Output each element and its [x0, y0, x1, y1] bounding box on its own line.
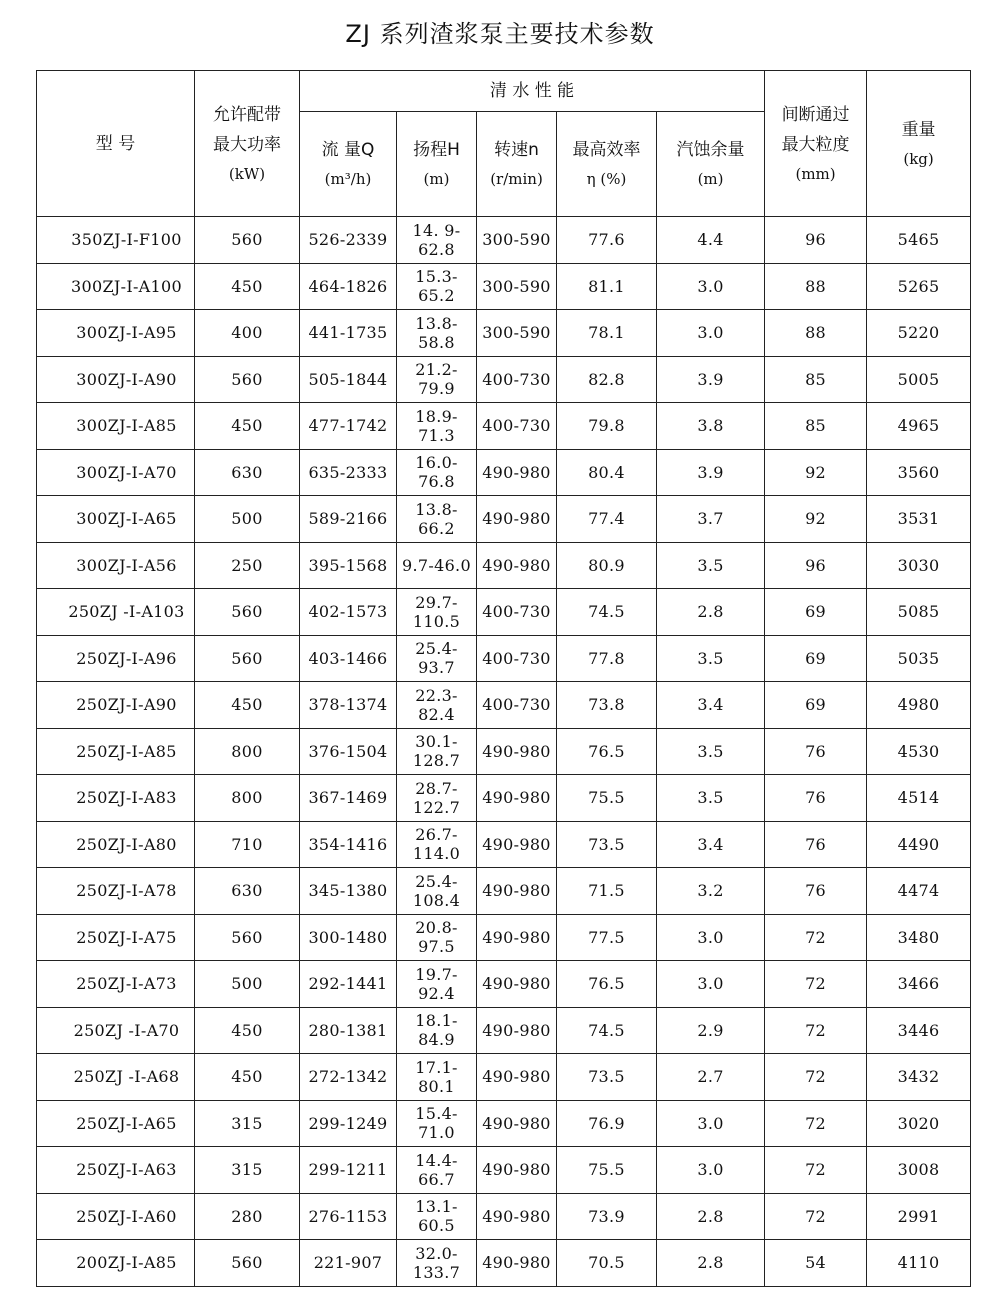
cell-model: 250ZJ-I-A80 — [37, 821, 195, 868]
cell-power: 630 — [195, 868, 300, 915]
header-particle-line1: 间断通过 — [781, 104, 850, 125]
cell-head: 13.1-60.5 — [397, 1193, 477, 1240]
cell-power: 630 — [195, 449, 300, 496]
table-row — [37, 263, 971, 310]
cell-npsh: 2.7 — [657, 1054, 765, 1101]
cell-model: 250ZJ-I-A78 — [37, 868, 195, 915]
cell-flow: 378-1374 — [300, 682, 397, 729]
cell-npsh: 3.0 — [657, 1100, 765, 1147]
cell-power: 560 — [195, 217, 300, 264]
cell-power: 315 — [195, 1100, 300, 1147]
table-row — [37, 589, 971, 636]
cell-head: 18.9-71.3 — [397, 403, 477, 450]
header-flow-unit: (m³/h) — [324, 170, 372, 188]
cell-speed: 490-980 — [477, 1193, 557, 1240]
cell-power: 500 — [195, 961, 300, 1008]
cell-head: 16.0-76.8 — [397, 449, 477, 496]
cell-weight: 3020 — [867, 1100, 971, 1147]
cell-particle: 69 — [765, 635, 867, 682]
cell-head: 19.7-92.4 — [397, 961, 477, 1008]
cell-npsh: 3.9 — [657, 356, 765, 403]
cell-head: 13.8-66.2 — [397, 496, 477, 543]
cell-npsh: 2.9 — [657, 1007, 765, 1054]
cell-weight: 2991 — [867, 1193, 971, 1240]
table-row — [37, 1100, 971, 1147]
cell-efficiency: 82.8 — [557, 356, 657, 403]
cell-flow: 345-1380 — [300, 868, 397, 915]
cell-speed: 490-980 — [477, 1007, 557, 1054]
cell-particle: 88 — [765, 310, 867, 357]
spec-table — [36, 70, 971, 1287]
header-head-label: 扬程H — [413, 140, 460, 160]
header-particle-unit: (mm) — [795, 164, 836, 183]
cell-particle: 54 — [765, 1240, 867, 1287]
page-title: ZJ 系列渣浆泵主要技术参数 — [345, 20, 655, 48]
table-row — [37, 682, 971, 729]
cell-head: 32.0-133.7 — [397, 1240, 477, 1287]
cell-head: 20.8-97.5 — [397, 914, 477, 961]
cell-particle: 92 — [765, 496, 867, 543]
cell-efficiency: 73.8 — [557, 682, 657, 729]
cell-model: 250ZJ-I-A83 — [37, 775, 195, 822]
cell-efficiency: 70.5 — [557, 1240, 657, 1287]
cell-model: 300ZJ-I-A56 — [37, 542, 195, 589]
cell-model: 250ZJ-I-A73 — [37, 961, 195, 1008]
cell-efficiency: 81.1 — [557, 263, 657, 310]
cell-power: 315 — [195, 1147, 300, 1194]
cell-flow: 299-1211 — [300, 1147, 397, 1194]
cell-speed: 490-980 — [477, 1240, 557, 1287]
cell-particle: 72 — [765, 961, 867, 1008]
cell-weight: 4490 — [867, 821, 971, 868]
cell-power: 450 — [195, 263, 300, 310]
cell-model: 250ZJ -I-A70 — [37, 1007, 195, 1054]
cell-npsh: 3.0 — [657, 1147, 765, 1194]
cell-particle: 72 — [765, 1054, 867, 1101]
cell-speed: 400-730 — [477, 403, 557, 450]
cell-weight: 3030 — [867, 542, 971, 589]
cell-efficiency: 80.9 — [557, 542, 657, 589]
cell-weight: 5465 — [867, 217, 971, 264]
cell-weight: 3480 — [867, 914, 971, 961]
cell-speed: 490-980 — [477, 449, 557, 496]
cell-npsh: 3.0 — [657, 310, 765, 357]
cell-particle: 88 — [765, 263, 867, 310]
cell-weight: 3008 — [867, 1147, 971, 1194]
header-npsh — [657, 112, 765, 217]
cell-efficiency: 76.9 — [557, 1100, 657, 1147]
header-head — [397, 112, 477, 217]
cell-speed: 490-980 — [477, 496, 557, 543]
cell-particle: 69 — [765, 589, 867, 636]
cell-model: 250ZJ -I-A103 — [37, 589, 195, 636]
cell-weight: 4965 — [867, 403, 971, 450]
cell-flow: 276-1153 — [300, 1193, 397, 1240]
cell-power: 560 — [195, 914, 300, 961]
cell-particle: 85 — [765, 403, 867, 450]
table-row — [37, 775, 971, 822]
cell-flow: 635-2333 — [300, 449, 397, 496]
cell-particle: 72 — [765, 1007, 867, 1054]
cell-power: 560 — [195, 589, 300, 636]
cell-head: 17.1-80.1 — [397, 1054, 477, 1101]
table-row — [37, 914, 971, 961]
cell-power: 560 — [195, 1240, 300, 1287]
cell-head: 15.3-65.2 — [397, 263, 477, 310]
table-row — [37, 728, 971, 775]
cell-speed: 300-590 — [477, 310, 557, 357]
cell-model: 300ZJ-I-A100 — [37, 263, 195, 310]
cell-power: 450 — [195, 1007, 300, 1054]
cell-flow: 354-1416 — [300, 821, 397, 868]
cell-power: 250 — [195, 542, 300, 589]
cell-speed: 400-730 — [477, 589, 557, 636]
cell-model: 300ZJ-I-A85 — [37, 403, 195, 450]
table-row — [37, 310, 971, 357]
cell-power: 450 — [195, 682, 300, 729]
table-row — [37, 403, 971, 450]
cell-efficiency: 77.8 — [557, 635, 657, 682]
header-model: 型 号 — [37, 71, 195, 217]
cell-head: 15.4-71.0 — [397, 1100, 477, 1147]
cell-weight: 5085 — [867, 589, 971, 636]
cell-speed: 300-590 — [477, 263, 557, 310]
header-power-line2: 最大功率 — [213, 134, 281, 155]
header-efficiency-label: 最高效率 — [572, 140, 641, 160]
cell-head: 9.7-46.0 — [397, 542, 477, 589]
cell-power: 710 — [195, 821, 300, 868]
cell-npsh: 3.5 — [657, 775, 765, 822]
cell-speed: 490-980 — [477, 961, 557, 1008]
header-clean-water: 清 水 性 能 — [300, 71, 765, 112]
cell-npsh: 3.7 — [657, 496, 765, 543]
cell-efficiency: 76.5 — [557, 728, 657, 775]
cell-npsh: 4.4 — [657, 217, 765, 264]
header-flow-label: 流 量Q — [321, 140, 375, 160]
cell-npsh: 3.5 — [657, 542, 765, 589]
cell-head: 25.4-93.7 — [397, 635, 477, 682]
cell-model: 250ZJ-I-A60 — [37, 1193, 195, 1240]
cell-npsh: 3.0 — [657, 961, 765, 1008]
cell-weight: 3560 — [867, 449, 971, 496]
cell-power: 400 — [195, 310, 300, 357]
cell-flow: 526-2339 — [300, 217, 397, 264]
cell-head: 14.4-66.7 — [397, 1147, 477, 1194]
cell-head: 13.8-58.8 — [397, 310, 477, 357]
cell-head: 26.7-114.0 — [397, 821, 477, 868]
cell-flow: 441-1735 — [300, 310, 397, 357]
cell-weight: 5005 — [867, 356, 971, 403]
cell-flow: 280-1381 — [300, 1007, 397, 1054]
cell-particle: 72 — [765, 1147, 867, 1194]
cell-efficiency: 76.5 — [557, 961, 657, 1008]
header-speed-unit: (r/min) — [490, 170, 543, 188]
cell-efficiency: 73.5 — [557, 821, 657, 868]
cell-speed: 490-980 — [477, 1100, 557, 1147]
table-row — [37, 542, 971, 589]
cell-efficiency: 80.4 — [557, 449, 657, 496]
header-efficiency — [557, 112, 657, 217]
cell-efficiency: 78.1 — [557, 310, 657, 357]
cell-weight: 3446 — [867, 1007, 971, 1054]
cell-speed: 490-980 — [477, 775, 557, 822]
cell-speed: 490-980 — [477, 821, 557, 868]
table-row — [37, 821, 971, 868]
cell-npsh: 2.8 — [657, 1193, 765, 1240]
cell-npsh: 3.0 — [657, 263, 765, 310]
cell-model: 300ZJ-I-A65 — [37, 496, 195, 543]
cell-particle: 72 — [765, 914, 867, 961]
cell-speed: 490-980 — [477, 914, 557, 961]
cell-weight: 4514 — [867, 775, 971, 822]
cell-weight: 3531 — [867, 496, 971, 543]
cell-model: 250ZJ-I-A75 — [37, 914, 195, 961]
cell-model: 250ZJ -I-A68 — [37, 1054, 195, 1101]
cell-head: 25.4-108.4 — [397, 868, 477, 915]
table-row — [37, 868, 971, 915]
cell-power: 450 — [195, 403, 300, 450]
cell-weight: 5265 — [867, 263, 971, 310]
cell-speed: 300-590 — [477, 217, 557, 264]
cell-flow: 221-907 — [300, 1240, 397, 1287]
cell-head: 30.1-128.7 — [397, 728, 477, 775]
cell-speed: 400-730 — [477, 682, 557, 729]
table-row — [37, 1007, 971, 1054]
cell-efficiency: 73.9 — [557, 1193, 657, 1240]
cell-flow: 367-1469 — [300, 775, 397, 822]
cell-efficiency: 75.5 — [557, 775, 657, 822]
cell-flow: 272-1342 — [300, 1054, 397, 1101]
cell-model: 200ZJ-I-A85 — [37, 1240, 195, 1287]
table-row — [37, 635, 971, 682]
cell-efficiency: 75.5 — [557, 1147, 657, 1194]
header-particle — [765, 71, 867, 217]
cell-power: 450 — [195, 1054, 300, 1101]
header-efficiency-unit: η (%) — [586, 170, 627, 188]
cell-efficiency: 77.4 — [557, 496, 657, 543]
cell-flow: 477-1742 — [300, 403, 397, 450]
cell-npsh: 2.8 — [657, 589, 765, 636]
cell-power: 800 — [195, 775, 300, 822]
cell-speed: 490-980 — [477, 868, 557, 915]
header-speed-label: 转速n — [494, 140, 539, 160]
cell-particle: 96 — [765, 217, 867, 264]
table-row — [37, 449, 971, 496]
table-row — [37, 356, 971, 403]
cell-flow: 464-1826 — [300, 263, 397, 310]
cell-particle: 85 — [765, 356, 867, 403]
cell-model: 250ZJ-I-A90 — [37, 682, 195, 729]
cell-model: 300ZJ-I-A90 — [37, 356, 195, 403]
cell-efficiency: 71.5 — [557, 868, 657, 915]
cell-speed: 490-980 — [477, 728, 557, 775]
header-weight-line1: 重量 — [901, 119, 936, 140]
cell-weight: 4980 — [867, 682, 971, 729]
cell-model: 300ZJ-I-A95 — [37, 310, 195, 357]
table-row — [37, 496, 971, 543]
cell-flow: 505-1844 — [300, 356, 397, 403]
cell-particle: 76 — [765, 821, 867, 868]
cell-flow: 402-1573 — [300, 589, 397, 636]
cell-efficiency: 79.8 — [557, 403, 657, 450]
cell-head: 14. 9-62.8 — [397, 217, 477, 264]
cell-flow: 395-1568 — [300, 542, 397, 589]
cell-npsh: 3.8 — [657, 403, 765, 450]
cell-efficiency: 77.5 — [557, 914, 657, 961]
cell-npsh: 3.9 — [657, 449, 765, 496]
cell-flow: 299-1249 — [300, 1100, 397, 1147]
header-power-line1: 允许配带 — [213, 104, 281, 125]
cell-speed: 400-730 — [477, 356, 557, 403]
cell-efficiency: 74.5 — [557, 589, 657, 636]
cell-flow: 300-1480 — [300, 914, 397, 961]
cell-model: 250ZJ-I-A63 — [37, 1147, 195, 1194]
cell-speed: 490-980 — [477, 542, 557, 589]
cell-flow: 376-1504 — [300, 728, 397, 775]
cell-efficiency: 73.5 — [557, 1054, 657, 1101]
header-power — [195, 71, 300, 217]
header-npsh-label: 汽蚀余量 — [676, 140, 745, 160]
cell-particle: 76 — [765, 868, 867, 915]
header-power-unit: (kW) — [228, 164, 266, 183]
table-row — [37, 217, 971, 264]
table-row — [37, 1147, 971, 1194]
cell-head: 18.1-84.9 — [397, 1007, 477, 1054]
header-flow — [300, 112, 397, 217]
cell-model: 250ZJ-I-A85 — [37, 728, 195, 775]
cell-particle: 76 — [765, 728, 867, 775]
cell-npsh: 3.4 — [657, 682, 765, 729]
cell-flow: 403-1466 — [300, 635, 397, 682]
cell-particle: 72 — [765, 1100, 867, 1147]
cell-weight: 4530 — [867, 728, 971, 775]
cell-npsh: 3.5 — [657, 728, 765, 775]
cell-particle: 76 — [765, 775, 867, 822]
table-row — [37, 961, 971, 1008]
cell-head: 28.7-122.7 — [397, 775, 477, 822]
header-particle-line2: 最大粒度 — [781, 134, 850, 155]
header-speed — [477, 112, 557, 217]
cell-particle: 92 — [765, 449, 867, 496]
cell-flow: 589-2166 — [300, 496, 397, 543]
cell-npsh: 3.5 — [657, 635, 765, 682]
table-row — [37, 1240, 971, 1287]
cell-flow: 292-1441 — [300, 961, 397, 1008]
cell-speed: 400-730 — [477, 635, 557, 682]
cell-efficiency: 74.5 — [557, 1007, 657, 1054]
cell-npsh: 2.8 — [657, 1240, 765, 1287]
cell-head: 21.2-79.9 — [397, 356, 477, 403]
cell-npsh: 3.4 — [657, 821, 765, 868]
cell-npsh: 3.0 — [657, 914, 765, 961]
cell-weight: 4474 — [867, 868, 971, 915]
header-npsh-unit: (m) — [697, 170, 724, 188]
cell-speed: 490-980 — [477, 1147, 557, 1194]
cell-weight: 5220 — [867, 310, 971, 357]
cell-speed: 490-980 — [477, 1054, 557, 1101]
header-head-unit: (m) — [423, 170, 450, 188]
cell-head: 29.7-110.5 — [397, 589, 477, 636]
table-row — [37, 1054, 971, 1101]
cell-power: 280 — [195, 1193, 300, 1240]
cell-efficiency: 77.6 — [557, 217, 657, 264]
table-row — [37, 1193, 971, 1240]
cell-weight: 3432 — [867, 1054, 971, 1101]
cell-particle: 96 — [765, 542, 867, 589]
cell-power: 560 — [195, 635, 300, 682]
cell-model: 300ZJ-I-A70 — [37, 449, 195, 496]
cell-power: 800 — [195, 728, 300, 775]
cell-weight: 3466 — [867, 961, 971, 1008]
header-weight-unit: (kg) — [903, 149, 934, 168]
cell-model: 250ZJ-I-A96 — [37, 635, 195, 682]
cell-weight: 5035 — [867, 635, 971, 682]
table-body — [37, 217, 971, 1287]
cell-particle: 69 — [765, 682, 867, 729]
cell-head: 22.3-82.4 — [397, 682, 477, 729]
cell-power: 500 — [195, 496, 300, 543]
header-weight — [867, 71, 971, 217]
cell-particle: 72 — [765, 1193, 867, 1240]
cell-weight: 4110 — [867, 1240, 971, 1287]
cell-model: 350ZJ-I-F100 — [37, 217, 195, 264]
cell-npsh: 3.2 — [657, 868, 765, 915]
cell-model: 250ZJ-I-A65 — [37, 1100, 195, 1147]
cell-power: 560 — [195, 356, 300, 403]
